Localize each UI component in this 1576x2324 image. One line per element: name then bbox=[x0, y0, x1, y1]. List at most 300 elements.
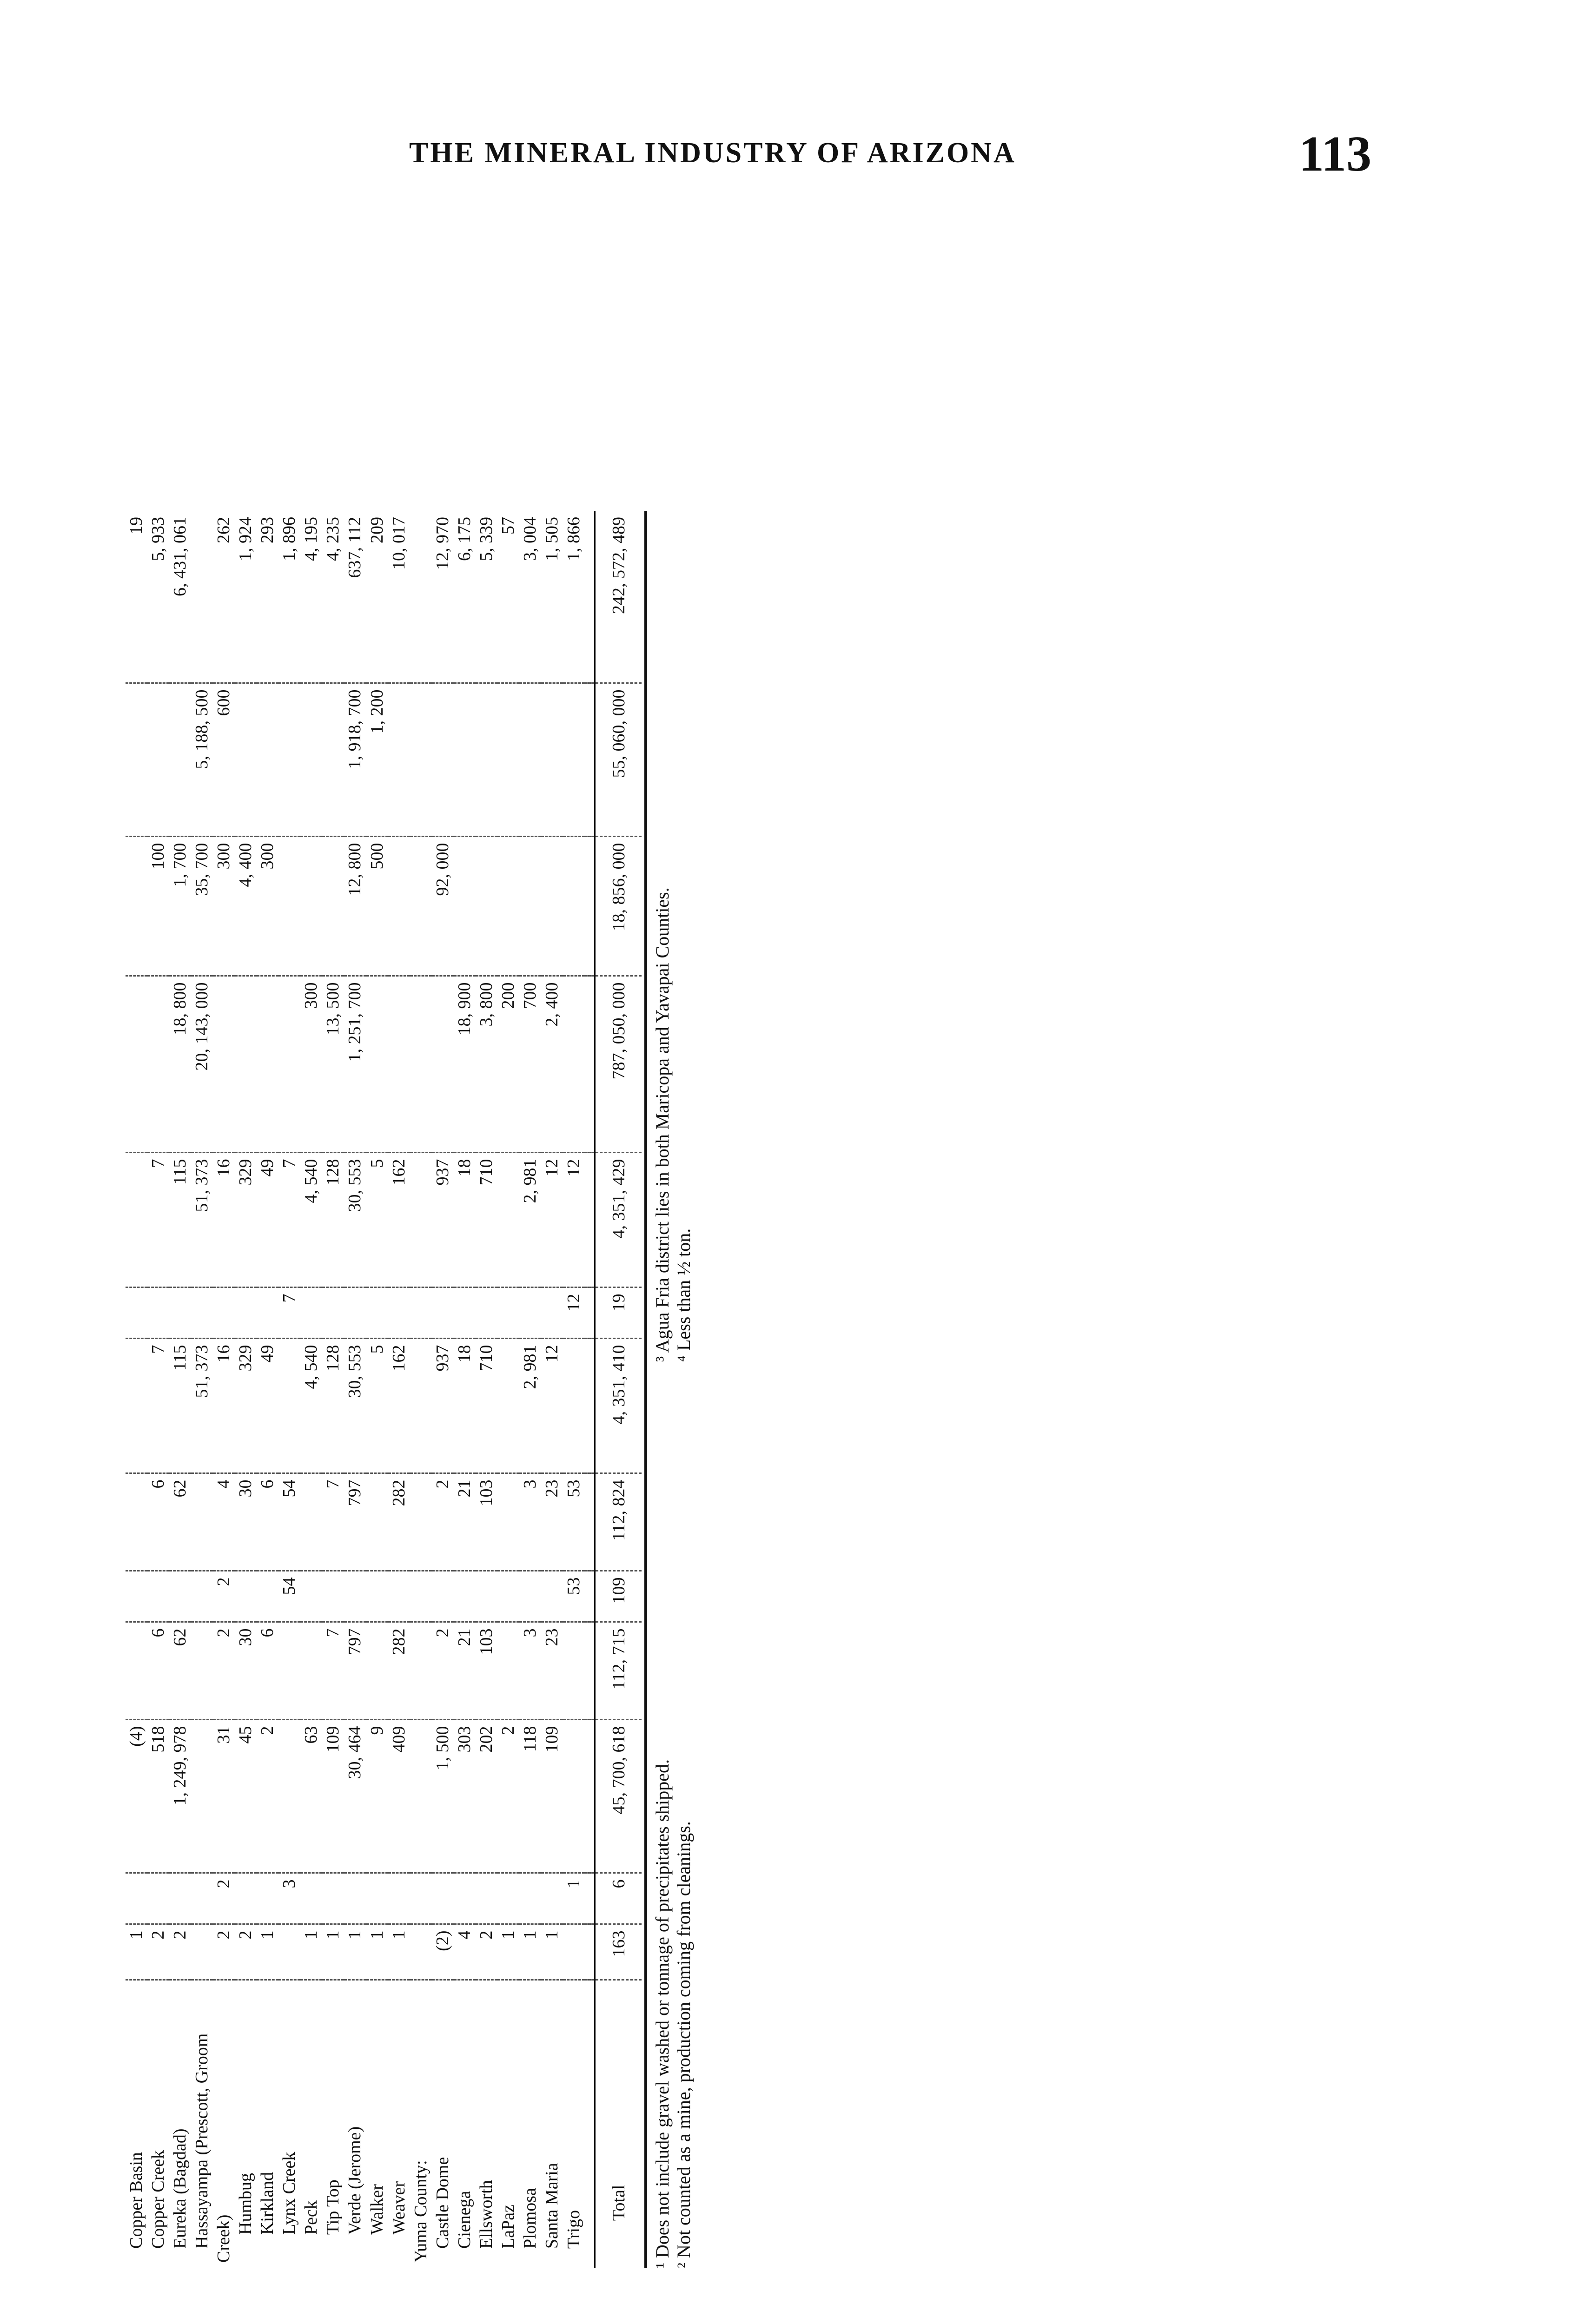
value-cell-c1: 1 bbox=[344, 1924, 366, 1980]
table-row bbox=[169, 511, 191, 2268]
value-cell-c1 bbox=[563, 1924, 585, 1980]
table-row bbox=[322, 511, 344, 2268]
spacer-cell bbox=[585, 1924, 595, 1980]
value-cell-c3: 45 bbox=[235, 1720, 257, 1873]
table-row bbox=[257, 511, 278, 2268]
district-name-cell bbox=[169, 1980, 191, 2268]
value-cell-c1: 1 bbox=[388, 1924, 410, 1980]
value-cell-c7 bbox=[410, 1339, 432, 1473]
value-cell-c9: 128 bbox=[322, 1153, 344, 1287]
value-cell-c6: 21 bbox=[454, 1473, 476, 1571]
value-cell-c3 bbox=[410, 1720, 432, 1873]
value-cell-c12: 600 bbox=[213, 683, 235, 837]
spacer-cell bbox=[585, 1153, 595, 1287]
table-row bbox=[235, 511, 257, 2268]
value-cell-c6: 30 bbox=[235, 1473, 257, 1571]
value-cell-c13: 293 bbox=[257, 511, 278, 683]
value-cell-c13: 19 bbox=[126, 511, 147, 683]
value-cell-c6: 62 bbox=[169, 1473, 191, 1571]
value-cell-c13: 12, 970 bbox=[432, 511, 454, 683]
value-cell-c11 bbox=[541, 837, 563, 976]
value-cell-c11 bbox=[410, 837, 432, 976]
value-cell-c6: 53 bbox=[563, 1473, 585, 1571]
footnote-4: ⁴ Less than ½ ton. bbox=[673, 1228, 694, 1362]
value-cell-c9: 5 bbox=[366, 1153, 388, 1287]
value-cell-c11: 300 bbox=[213, 837, 235, 976]
value-cell-c2: 6 bbox=[595, 1873, 642, 1924]
district-name-cell bbox=[126, 1980, 147, 2268]
value-cell-c5: 109 bbox=[595, 1571, 642, 1622]
district-name: Cienega bbox=[454, 2191, 474, 2249]
district-name: Hassayampa (Prescott, Groom bbox=[192, 2033, 212, 2249]
value-cell-c11: 18, 856, 000 bbox=[595, 837, 642, 976]
value-cell-c2 bbox=[300, 1873, 322, 1924]
value-cell-c1: 2 bbox=[235, 1924, 257, 1980]
footnote-1: ¹ Does not include gravel washed or tonnage of precipitates shipped. bbox=[652, 1759, 673, 2268]
value-cell-c7 bbox=[563, 1339, 585, 1473]
district-name-cell bbox=[366, 1980, 388, 2268]
value-cell-c9: 16 bbox=[213, 1153, 235, 1287]
value-cell-c2: 1 bbox=[563, 1873, 585, 1924]
value-cell-c10: 18, 800 bbox=[169, 976, 191, 1153]
value-cell-c1: 1 bbox=[519, 1924, 541, 1980]
value-cell-c4: 282 bbox=[388, 1622, 410, 1720]
district-name-cell bbox=[235, 1980, 257, 2268]
district-name: Tip Top bbox=[323, 2179, 343, 2235]
value-cell-c2 bbox=[344, 1873, 366, 1924]
district-name-cell bbox=[497, 1980, 519, 2268]
value-cell-c7: 937 bbox=[432, 1339, 454, 1473]
value-cell-c7: 51, 373 bbox=[191, 1339, 213, 1473]
value-cell-c5 bbox=[235, 1571, 257, 1622]
value-cell-c5 bbox=[300, 1571, 322, 1622]
value-cell-c10: 13, 500 bbox=[322, 976, 344, 1153]
value-cell-c9: 115 bbox=[169, 1153, 191, 1287]
spacer-cell bbox=[585, 1622, 595, 1720]
district-name-cell bbox=[300, 1980, 322, 2268]
value-cell-c4: 797 bbox=[344, 1622, 366, 1720]
value-cell-c4 bbox=[300, 1622, 322, 1720]
value-cell-c12 bbox=[300, 683, 322, 837]
value-cell-c13: 262 bbox=[213, 511, 235, 683]
value-cell-c2 bbox=[366, 1873, 388, 1924]
table-row bbox=[432, 511, 454, 2268]
value-cell-c11 bbox=[497, 837, 519, 976]
value-cell-c7: 115 bbox=[169, 1339, 191, 1473]
district-name: Copper Basin bbox=[126, 2152, 146, 2249]
value-cell-c2 bbox=[410, 1873, 432, 1924]
value-cell-c5 bbox=[191, 1571, 213, 1622]
value-cell-c4: 103 bbox=[476, 1622, 497, 1720]
value-cell-c8 bbox=[519, 1287, 541, 1339]
value-cell-c2 bbox=[322, 1873, 344, 1924]
value-cell-c12 bbox=[541, 683, 563, 837]
value-cell-c10 bbox=[126, 976, 147, 1153]
value-cell-c10 bbox=[278, 976, 300, 1153]
value-cell-c10: 200 bbox=[497, 976, 519, 1153]
value-cell-c1: 4 bbox=[454, 1924, 476, 1980]
district-name: Santa Maria bbox=[542, 2163, 562, 2249]
district-name-cell bbox=[191, 1980, 213, 2268]
value-cell-c8 bbox=[322, 1287, 344, 1339]
value-cell-c7: 18 bbox=[454, 1339, 476, 1473]
value-cell-c7: 4, 540 bbox=[300, 1339, 322, 1473]
value-cell-c8 bbox=[213, 1287, 235, 1339]
value-cell-c2 bbox=[191, 1873, 213, 1924]
value-cell-c6: 103 bbox=[476, 1473, 497, 1571]
value-cell-c1: 163 bbox=[595, 1924, 642, 1980]
value-cell-c12 bbox=[476, 683, 497, 837]
value-cell-c5 bbox=[497, 1571, 519, 1622]
value-cell-c11 bbox=[322, 837, 344, 976]
value-cell-c12 bbox=[563, 683, 585, 837]
table-spacer-row bbox=[585, 511, 595, 2268]
value-cell-c11 bbox=[300, 837, 322, 976]
value-cell-c5 bbox=[454, 1571, 476, 1622]
value-cell-c4 bbox=[126, 1622, 147, 1720]
rotated-table-page bbox=[126, 511, 702, 2268]
value-cell-c4: 6 bbox=[147, 1622, 169, 1720]
value-cell-c11: 1, 700 bbox=[169, 837, 191, 976]
value-cell-c12 bbox=[147, 683, 169, 837]
value-cell-c6 bbox=[497, 1473, 519, 1571]
value-cell-c1: 2 bbox=[169, 1924, 191, 1980]
value-cell-c12 bbox=[432, 683, 454, 837]
value-cell-c12 bbox=[235, 683, 257, 837]
district-name-cell bbox=[322, 1980, 344, 2268]
value-cell-c3: 303 bbox=[454, 1720, 476, 1873]
table-row bbox=[191, 511, 213, 2268]
value-cell-c3: (4) bbox=[126, 1720, 147, 1873]
value-cell-c9: 7 bbox=[278, 1153, 300, 1287]
value-cell-c8 bbox=[410, 1287, 432, 1339]
value-cell-c9: 12 bbox=[563, 1153, 585, 1287]
table-row bbox=[278, 511, 300, 2268]
district-name: Plomosa bbox=[520, 2188, 540, 2249]
table-row bbox=[476, 511, 497, 2268]
value-cell-c8 bbox=[541, 1287, 563, 1339]
footnotes bbox=[652, 511, 698, 2268]
value-cell-c2 bbox=[257, 1873, 278, 1924]
value-cell-c4 bbox=[278, 1622, 300, 1720]
value-cell-c8 bbox=[191, 1287, 213, 1339]
value-cell-c7: 128 bbox=[322, 1339, 344, 1473]
spacer-cell bbox=[585, 837, 595, 976]
value-cell-c10: 2, 400 bbox=[541, 976, 563, 1153]
footnote-3: ³ Agua Fria district lies in both Maricopa and Yavapai Counties. bbox=[652, 887, 673, 1362]
value-cell-c3: 9 bbox=[366, 1720, 388, 1873]
value-cell-c3: 45, 700, 618 bbox=[595, 1720, 642, 1873]
spacer-cell bbox=[585, 1873, 595, 1924]
value-cell-c3: 109 bbox=[541, 1720, 563, 1873]
value-cell-c10: 3, 800 bbox=[476, 976, 497, 1153]
value-cell-c3: 202 bbox=[476, 1720, 497, 1873]
value-cell-c13: 1, 505 bbox=[541, 511, 563, 683]
table-row bbox=[563, 511, 585, 2268]
value-cell-c5 bbox=[519, 1571, 541, 1622]
spacer-cell bbox=[585, 683, 595, 837]
value-cell-c4: 30 bbox=[235, 1622, 257, 1720]
table-bottom-rule bbox=[644, 511, 647, 2268]
value-cell-c5 bbox=[432, 1571, 454, 1622]
value-cell-c2 bbox=[541, 1873, 563, 1924]
value-cell-c3: 1, 249, 978 bbox=[169, 1720, 191, 1873]
district-name-cell bbox=[541, 1980, 563, 2268]
value-cell-c6 bbox=[126, 1473, 147, 1571]
value-cell-c5: 54 bbox=[278, 1571, 300, 1622]
value-cell-c12: 1, 200 bbox=[366, 683, 388, 837]
value-cell-c8 bbox=[300, 1287, 322, 1339]
table-row bbox=[519, 511, 541, 2268]
value-cell-c12: 1, 918, 700 bbox=[344, 683, 366, 837]
value-cell-c2 bbox=[169, 1873, 191, 1924]
value-cell-c10 bbox=[147, 976, 169, 1153]
footnotes-right bbox=[652, 525, 695, 1362]
value-cell-c1: 1 bbox=[541, 1924, 563, 1980]
table-row bbox=[497, 511, 519, 2268]
district-name-cell bbox=[344, 1980, 366, 2268]
value-cell-c11 bbox=[476, 837, 497, 976]
district-name: Verde (Jerome) bbox=[345, 2126, 365, 2235]
value-cell-c13: 242, 572, 489 bbox=[595, 511, 642, 683]
value-cell-c12 bbox=[322, 683, 344, 837]
production-table bbox=[126, 511, 642, 2268]
value-cell-c4 bbox=[497, 1622, 519, 1720]
value-cell-c10 bbox=[235, 976, 257, 1153]
value-cell-c7: 162 bbox=[388, 1339, 410, 1473]
value-cell-c4: 2 bbox=[432, 1622, 454, 1720]
value-cell-c3: 63 bbox=[300, 1720, 322, 1873]
value-cell-c4: 112, 715 bbox=[595, 1622, 642, 1720]
district-name-cell bbox=[476, 1980, 497, 2268]
value-cell-c9: 4, 351, 429 bbox=[595, 1153, 642, 1287]
value-cell-c9: 162 bbox=[388, 1153, 410, 1287]
value-cell-c3: 518 bbox=[147, 1720, 169, 1873]
value-cell-c10: 1, 251, 700 bbox=[344, 976, 366, 1153]
district-name: Creek) bbox=[214, 2214, 234, 2263]
table-row bbox=[388, 511, 410, 2268]
district-name: Trigo bbox=[563, 2210, 583, 2249]
value-cell-c1: 1 bbox=[322, 1924, 344, 1980]
value-cell-c7 bbox=[497, 1339, 519, 1473]
district-name: Lynx Creek bbox=[279, 2152, 299, 2235]
value-cell-c13: 209 bbox=[366, 511, 388, 683]
value-cell-c5 bbox=[476, 1571, 497, 1622]
value-cell-c7: 7 bbox=[147, 1339, 169, 1473]
spacer-cell bbox=[585, 1473, 595, 1571]
district-name: Weaver bbox=[389, 2181, 409, 2235]
value-cell-c7: 49 bbox=[257, 1339, 278, 1473]
value-cell-c4: 62 bbox=[169, 1622, 191, 1720]
district-name: Yuma County: bbox=[411, 2160, 430, 2263]
value-cell-c4 bbox=[191, 1622, 213, 1720]
district-name-cell bbox=[432, 1980, 454, 2268]
value-cell-c6: 2 bbox=[432, 1473, 454, 1571]
value-cell-c5: 53 bbox=[563, 1571, 585, 1622]
value-cell-c9 bbox=[126, 1153, 147, 1287]
value-cell-c11: 100 bbox=[147, 837, 169, 976]
value-cell-c10: 787, 050, 000 bbox=[595, 976, 642, 1153]
value-cell-c7: 12 bbox=[541, 1339, 563, 1473]
district-name-cell bbox=[519, 1980, 541, 2268]
value-cell-c8 bbox=[344, 1287, 366, 1339]
district-name: Ellsworth bbox=[476, 2180, 496, 2249]
value-cell-c12 bbox=[169, 683, 191, 837]
value-cell-c2 bbox=[519, 1873, 541, 1924]
value-cell-c8 bbox=[169, 1287, 191, 1339]
value-cell-c2 bbox=[432, 1873, 454, 1924]
district-name-cell bbox=[278, 1980, 300, 2268]
value-cell-c6: 3 bbox=[519, 1473, 541, 1571]
value-cell-c8 bbox=[497, 1287, 519, 1339]
value-cell-c5 bbox=[541, 1571, 563, 1622]
value-cell-c11 bbox=[454, 837, 476, 976]
spacer-cell bbox=[585, 1720, 595, 1873]
page-number: 113 bbox=[1298, 126, 1371, 182]
value-cell-c8: 12 bbox=[563, 1287, 585, 1339]
value-cell-c2: 2 bbox=[213, 1873, 235, 1924]
footnotes-left bbox=[652, 1432, 695, 2268]
value-cell-c6: 23 bbox=[541, 1473, 563, 1571]
value-cell-c11: 500 bbox=[366, 837, 388, 976]
value-cell-c1: 2 bbox=[147, 1924, 169, 1980]
value-cell-c7: 2, 981 bbox=[519, 1339, 541, 1473]
value-cell-c11 bbox=[126, 837, 147, 976]
value-cell-c2 bbox=[235, 1873, 257, 1924]
value-cell-c4: 21 bbox=[454, 1622, 476, 1720]
value-cell-c1: 1 bbox=[366, 1924, 388, 1980]
spacer-cell bbox=[585, 1339, 595, 1473]
value-cell-c12: 55, 060, 000 bbox=[595, 683, 642, 837]
value-cell-c1: 2 bbox=[476, 1924, 497, 1980]
value-cell-c4: 2 bbox=[213, 1622, 235, 1720]
value-cell-c8 bbox=[432, 1287, 454, 1339]
value-cell-c8 bbox=[454, 1287, 476, 1339]
table-total-row bbox=[595, 511, 642, 2268]
value-cell-c4: 3 bbox=[519, 1622, 541, 1720]
district-name: Eureka (Bagdad) bbox=[170, 2128, 190, 2249]
value-cell-c3 bbox=[278, 1720, 300, 1873]
value-cell-c10 bbox=[257, 976, 278, 1153]
value-cell-c6: 112, 824 bbox=[595, 1473, 642, 1571]
value-cell-c5 bbox=[388, 1571, 410, 1622]
value-cell-c1: 2 bbox=[213, 1924, 235, 1980]
spacer-cell bbox=[585, 511, 595, 683]
value-cell-c1: 1 bbox=[300, 1924, 322, 1980]
value-cell-c8: 19 bbox=[595, 1287, 642, 1339]
value-cell-c6: 282 bbox=[388, 1473, 410, 1571]
value-cell-c2 bbox=[126, 1873, 147, 1924]
value-cell-c1: 1 bbox=[126, 1924, 147, 1980]
value-cell-c13: 5, 933 bbox=[147, 511, 169, 683]
value-cell-c1: 1 bbox=[497, 1924, 519, 1980]
value-cell-c13 bbox=[191, 511, 213, 683]
footnote-2: ² Not counted as a mine, production coming from cleanings. bbox=[673, 1821, 694, 2268]
value-cell-c8 bbox=[126, 1287, 147, 1339]
value-cell-c9: 12 bbox=[541, 1153, 563, 1287]
district-name: Kirkland bbox=[258, 2172, 278, 2235]
value-cell-c7: 710 bbox=[476, 1339, 497, 1473]
value-cell-c11 bbox=[388, 837, 410, 976]
value-cell-c13: 1, 866 bbox=[563, 511, 585, 683]
value-cell-c3: 109 bbox=[322, 1720, 344, 1873]
table-row bbox=[147, 511, 169, 2268]
table-row bbox=[344, 511, 366, 2268]
value-cell-c6: 6 bbox=[257, 1473, 278, 1571]
value-cell-c1: 1 bbox=[257, 1924, 278, 1980]
table-row bbox=[454, 511, 476, 2268]
district-name: Copper Creek bbox=[148, 2150, 168, 2249]
value-cell-c7 bbox=[126, 1339, 147, 1473]
value-cell-c3: 409 bbox=[388, 1720, 410, 1873]
spacer-cell bbox=[585, 1571, 595, 1622]
table-row bbox=[300, 511, 322, 2268]
value-cell-c13: 10, 017 bbox=[388, 511, 410, 683]
value-cell-c3: 2 bbox=[497, 1720, 519, 1873]
value-cell-c8 bbox=[147, 1287, 169, 1339]
value-cell-c7: 5 bbox=[366, 1339, 388, 1473]
spacer-cell bbox=[585, 976, 595, 1153]
district-name: Humbug bbox=[236, 2173, 256, 2235]
value-cell-c12 bbox=[278, 683, 300, 837]
value-cell-c9: 2, 981 bbox=[519, 1153, 541, 1287]
value-cell-c12 bbox=[519, 683, 541, 837]
value-cell-c1 bbox=[278, 1924, 300, 1980]
value-cell-c10 bbox=[563, 976, 585, 1153]
value-cell-c12 bbox=[454, 683, 476, 837]
value-cell-c10 bbox=[366, 976, 388, 1153]
district-name: Castle Dome bbox=[432, 2157, 452, 2249]
value-cell-c5 bbox=[126, 1571, 147, 1622]
value-cell-c9: 329 bbox=[235, 1153, 257, 1287]
value-cell-c11 bbox=[563, 837, 585, 976]
value-cell-c4: 7 bbox=[322, 1622, 344, 1720]
value-cell-c11 bbox=[519, 837, 541, 976]
value-cell-c13 bbox=[410, 511, 432, 683]
value-cell-c5 bbox=[366, 1571, 388, 1622]
spacer-cell bbox=[585, 1980, 595, 2268]
district-name: Walker bbox=[367, 2184, 387, 2235]
value-cell-c3 bbox=[563, 1720, 585, 1873]
value-cell-c11: 92, 000 bbox=[432, 837, 454, 976]
value-cell-c10 bbox=[432, 976, 454, 1153]
district-name: Total bbox=[609, 2185, 629, 2221]
value-cell-c11 bbox=[278, 837, 300, 976]
district-name: Peck bbox=[301, 2200, 321, 2235]
value-cell-c10: 700 bbox=[519, 976, 541, 1153]
value-cell-c5 bbox=[257, 1571, 278, 1622]
value-cell-c2: 3 bbox=[278, 1873, 300, 1924]
table-row bbox=[541, 511, 563, 2268]
value-cell-c9: 30, 553 bbox=[344, 1153, 366, 1287]
district-name-cell bbox=[213, 1980, 235, 2268]
value-cell-c9: 18 bbox=[454, 1153, 476, 1287]
value-cell-c3: 31 bbox=[213, 1720, 235, 1873]
value-cell-c9 bbox=[497, 1153, 519, 1287]
value-cell-c2 bbox=[388, 1873, 410, 1924]
value-cell-c4: 6 bbox=[257, 1622, 278, 1720]
value-cell-c9: 51, 373 bbox=[191, 1153, 213, 1287]
value-cell-c6: 6 bbox=[147, 1473, 169, 1571]
value-cell-c6 bbox=[410, 1473, 432, 1571]
table-row bbox=[126, 511, 147, 2268]
value-cell-c1 bbox=[191, 1924, 213, 1980]
table-row bbox=[366, 511, 388, 2268]
value-cell-c2 bbox=[497, 1873, 519, 1924]
value-cell-c10: 300 bbox=[300, 976, 322, 1153]
value-cell-c7: 16 bbox=[213, 1339, 235, 1473]
table-body bbox=[126, 511, 642, 2268]
